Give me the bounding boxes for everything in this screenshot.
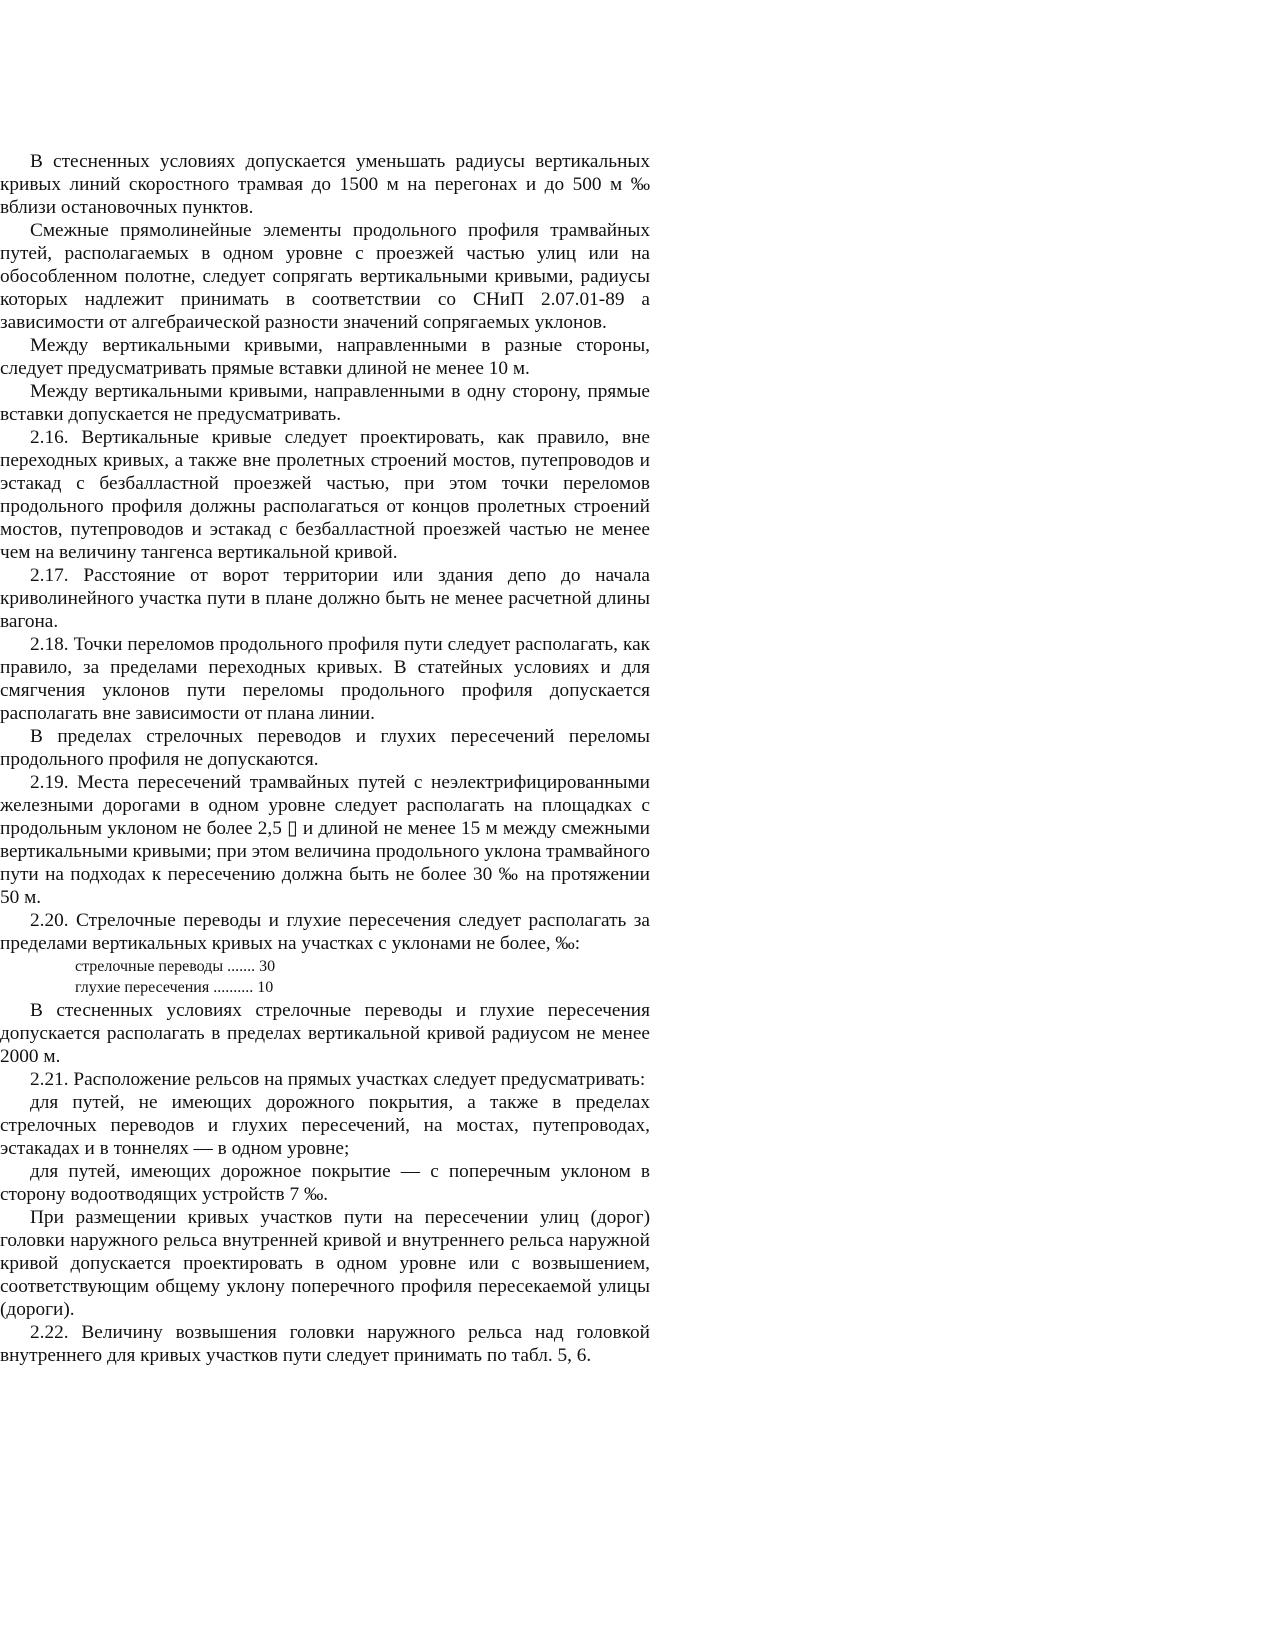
paragraph: В пределах стрелочных переводов и глухих пересечений переломы продольного профиля не допускаются. — [0, 726, 650, 770]
paragraph: Смежные прямолинейные элементы продольного профиля трамвайных путей, располагаемых в одном уровне с проезжей частью улиц или на обособленном полотне, следует сопрягать вертикальными кривыми, радиусы которых надлежит принимать в соответствии со СНиП 2.07.01-89 а зависимости от алгебраической разности значений сопрягаемых уклонов. — [0, 220, 650, 333]
slope-list — [0, 956, 650, 998]
paragraph-2-21: 2.21. Расположение рельсов на прямых участках следует предусматривать: — [30, 1069, 646, 1090]
paragraph-2-17: 2.17. Расстояние от ворот территории или здания депо до начала криволинейного участка пути в плане должно быть не менее расчетной длины вагона. — [0, 565, 650, 632]
paragraph: При размещении кривых участков пути на пересечении улиц (дорог) головки наружного рельса внутренней кривой и внутреннего рельса наружной кривой допускается проектировать в одном уровне или с возвышением, соответствующим общему уклону поперечного профиля пересекаемой улицы (дороги). — [0, 1207, 650, 1320]
paragraph: для путей, не имеющих дорожного покрытия, а также в пределах стрелочных переводов и глухих пересечений, на мостах, путепроводах, эстакадах и в тоннелях — в одном уровне; — [0, 1092, 650, 1159]
list-item: стрелочные переводы ....... 30 — [75, 958, 276, 975]
paragraph-2-22: 2.22. Величину возвышения головки наружного рельса над головкой внутреннего для кривых участков пути следует принимать по табл. 5, 6. — [0, 1322, 650, 1366]
paragraph: Между вертикальными кривыми, направленными в разные стороны, следует предусматривать прямые вставки длиной не менее 10 м. — [0, 335, 650, 379]
paragraph-2-20: 2.20. Стрелочные переводы и глухие пересечения следует располагать за пределами вертикальных кривых на участках с уклонами не более, ‰: — [0, 910, 650, 954]
paragraph: для путей, имеющих дорожное покрытие — с поперечным уклоном в сторону водоотводящих устройств 7 ‰. — [0, 1161, 650, 1205]
paragraph: Между вертикальными кривыми, направленными в одну сторону, прямые вставки допускается не предусматривать. — [0, 381, 650, 425]
document-body — [0, 150, 650, 1367]
paragraph-2-18: 2.18. Точки переломов продольного профиля пути следует располагать, как правило, за пределами переходных кривых. В статейных условиях и для смягчения уклонов пути переломы продольного профиля допускается располагать вне зависимости от плана линии. — [0, 634, 650, 724]
paragraph: В стесненных условиях стрелочные переводы и глухие пересечения допускается располагать в пределах вертикальной кривой радиусом не менее 2000 м. — [0, 1000, 650, 1067]
paragraph-2-19: 2.19. Места пересечений трамвайных путей с неэлектрифицированными железными дорогами в одном уровне следует располагать на площадках с продольным уклоном не более 2,5 ▯ и длиной не менее 15 м между смежными вертикальными кривыми; при этом величина продольного уклона трамвайного пути на подходах к пересечению должна быть не более 30 ‰ на протяжении 50 м. — [0, 772, 650, 908]
paragraph-2-16: 2.16. Вертикальные кривые следует проектировать, как правило, вне переходных кривых, а также вне пролетных строений мостов, путепроводов и эстакад с безбалластной проезжей частью, при этом точки переломов продольного профиля должны располагаться от концов пролетных строений мостов, путепроводов и эстакад с безбалластной проезжей частью не менее чем на величину тангенса вертикальной кривой. — [0, 427, 650, 563]
paragraph: В стесненных условиях допускается уменьшать радиусы вертикальных кривых линий скоростного трамвая до 1500 м на перегонах и до 500 м ‰ вблизи остановочных пунктов. — [0, 151, 650, 218]
list-item: глухие пересечения .......... 10 — [75, 979, 274, 996]
